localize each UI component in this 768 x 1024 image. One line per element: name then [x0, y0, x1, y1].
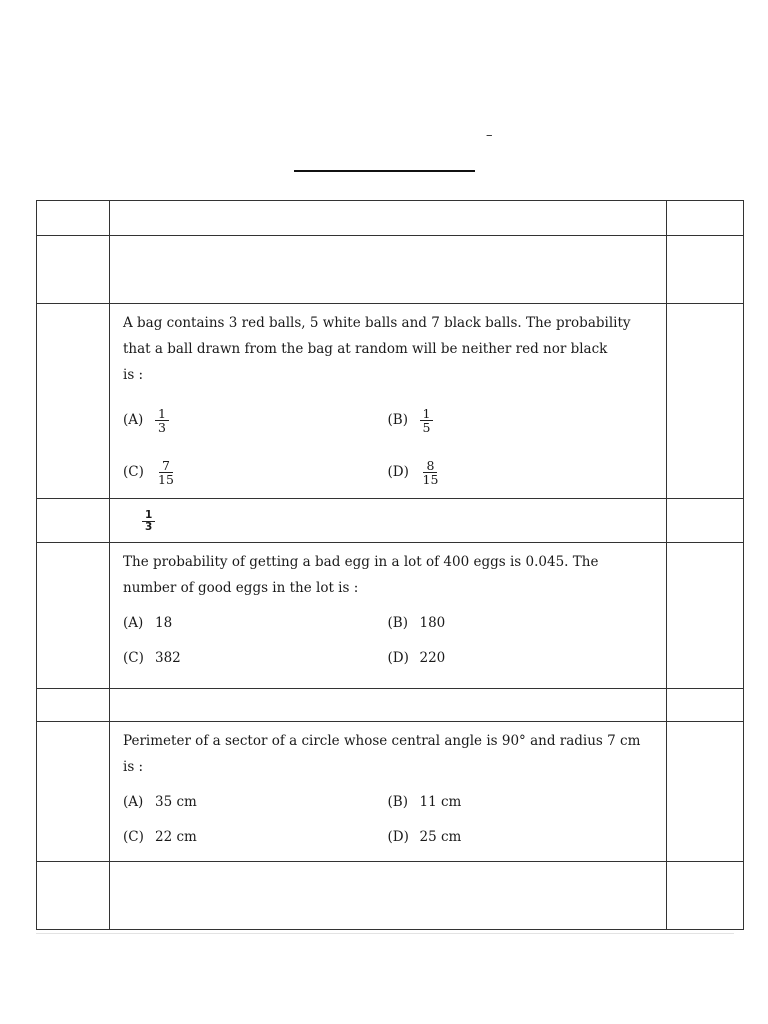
section-cell [110, 236, 667, 304]
marks-header-cell [667, 201, 744, 236]
question-3-option-d: (D) 25 cm [387, 828, 462, 845]
last-row [37, 862, 744, 930]
question-3-option-c: (C) 22 cm [123, 828, 197, 845]
fraction: $\frac{7}{15}$ [158, 457, 174, 487]
question-2-option-b: (B) 180 [387, 614, 446, 631]
question-3-cell [110, 722, 667, 862]
title-underline [294, 170, 475, 172]
last-row-cell [110, 862, 667, 930]
question-table [36, 200, 744, 930]
question-3-option-b: (B) 11 cm [387, 793, 462, 810]
question-1-option-d: (D) $\frac{8}{15}$ [388, 446, 653, 498]
question-3-option-a: (A) 35 cm [123, 793, 197, 810]
question-1-line-2: that a ball drawn from the bag at random will be neither red nor black [123, 341, 608, 357]
question-1-option-b: (B) $\frac{1}{5}$ [388, 394, 653, 446]
question-row-3 [37, 722, 744, 862]
answer-row-2 [37, 689, 744, 722]
question-3-line-2: is : [123, 759, 144, 775]
question-row-2 [37, 543, 744, 689]
answer-row-1 [37, 499, 744, 543]
question-1-option-c: (C) $\frac{7}{15}$ [123, 446, 388, 498]
sno-header-cell [37, 201, 110, 236]
question-1-line-3: is : [123, 367, 144, 383]
fraction: $\frac{1}{5}$ [420, 407, 434, 434]
question-1-line-1: A bag contains 3 red balls, 5 white balls and 7 black balls. The probability [123, 315, 631, 331]
question-1-cell [110, 304, 667, 499]
fraction: $\frac{8}{15}$ [422, 457, 439, 487]
section-row [37, 236, 744, 304]
header-dash: – [486, 128, 493, 143]
question-2-option-a: (A) 18 [123, 614, 173, 631]
question-2-line-1: The probability of getting a bad egg in a lot of 400 eggs is 0.045. The [123, 554, 599, 570]
question-2-line-2: number of good eggs in the lot is : [123, 580, 359, 596]
question-header-cell [110, 201, 667, 236]
fraction: $\frac{1}{3}$ [155, 407, 169, 434]
question-3-line-1: Perimeter of a sector of a circle whose central angle is 90° and radius 7 cm [123, 733, 641, 749]
answer-1-cell [110, 499, 667, 543]
question-1-option-a: (A) $\frac{1}{3}$ [123, 394, 388, 446]
answer-1-fraction: $\frac{1}{3}$ [142, 510, 155, 533]
answer-2-cell [110, 689, 667, 722]
question-2-option-c: (C) 382 [123, 649, 181, 666]
question-row-1 [37, 304, 744, 499]
question-2-cell [110, 543, 667, 689]
header-row [37, 201, 744, 236]
question-2-option-d: (D) 220 [387, 649, 446, 666]
page-bottom-rule [36, 933, 734, 934]
